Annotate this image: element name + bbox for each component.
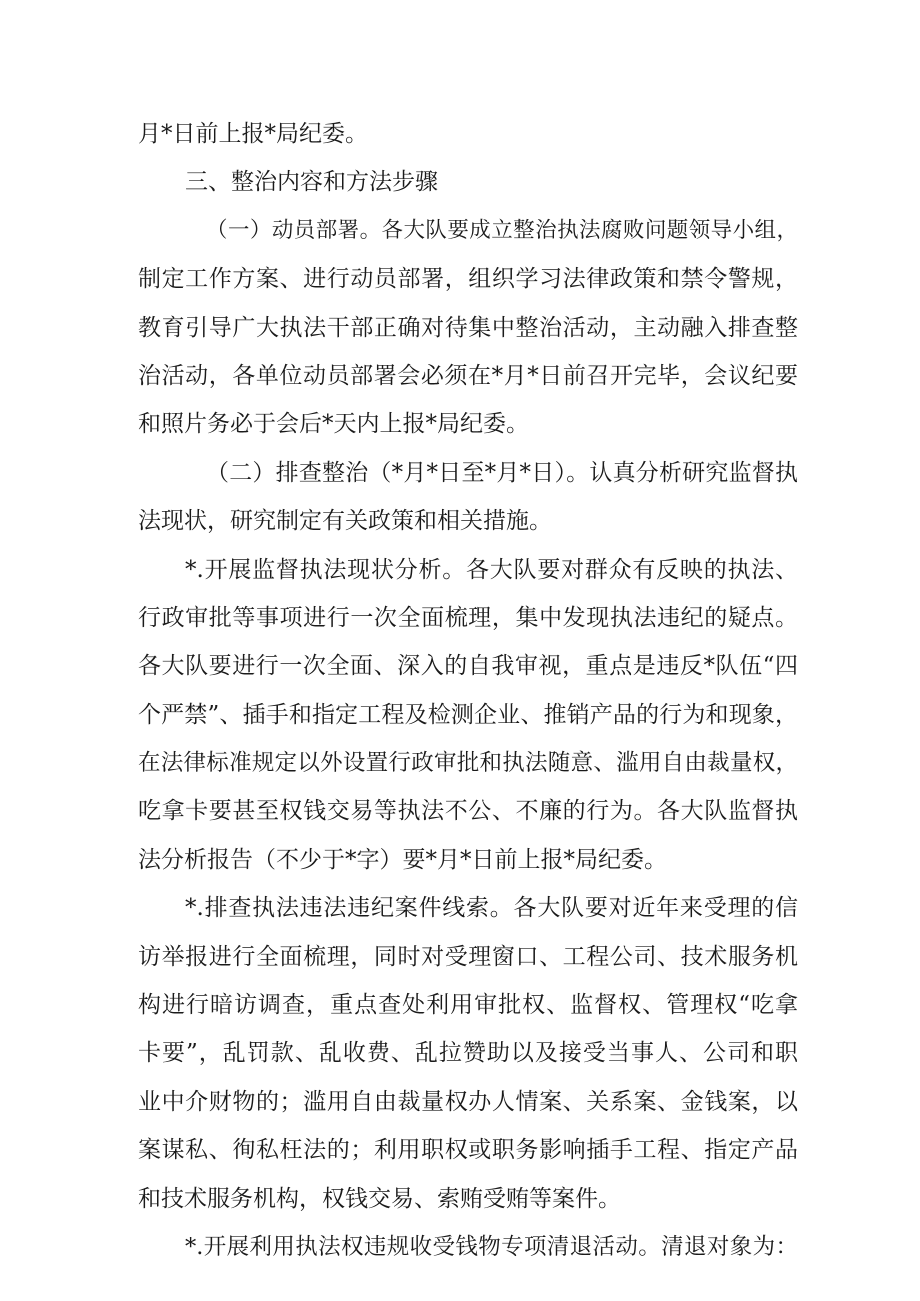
document-body: [138, 110, 798, 1271]
text-line: 各大队要进行一次全面、深入的自我审视，重点是违反*队伍“四: [138, 653, 798, 680]
text-line: 和照片务必于会后*天内上报*局纪委。: [138, 411, 529, 438]
text-line: （一）动员部署。各大队要成立整治执法腐败问题领导小组，: [206, 217, 798, 243]
text-line: 业中介财物的；滥用自由裁量权办人情案、关系案、金钱案，以: [138, 1088, 798, 1115]
text-line: 月*日前上报*局纪委。: [138, 121, 368, 147]
text-line: 治活动，各单位动员部署会必须在*月*日前召开完毕，会议纪要: [138, 362, 798, 389]
text-line: 访举报进行全面梳理，同时对受理窗口、工程公司、技术服务机: [138, 943, 798, 970]
text-line: *.开展监督执法现状分析。各大队要对群众有反映的执法、: [185, 556, 798, 583]
text-line: （二）排查整治（*月*日至*月*日）。认真分析研究监督执: [206, 459, 798, 486]
text-line: 法现状，研究制定有关政策和相关措施。: [138, 508, 552, 535]
text-line: 制定工作方案、进行动员部署，组织学习法律政策和禁令警规，: [138, 266, 798, 293]
text-line: *.开展利用执法权违规收受钱物专项清退活动。清退对象为：: [185, 1233, 798, 1260]
text-line: 教育引导广大执法干部正确对待集中整治活动，主动融入排查整: [138, 314, 798, 341]
text-line: 构进行暗访调查，重点查处利用审批权、监督权、管理权“吃拿: [138, 992, 798, 1019]
text-line: 案谋私、徇私枉法的；利用职权或职务影响插手工程、指定产品: [138, 1137, 798, 1164]
text-line: 卡要”，乱罚款、乱收费、乱拉赞助以及接受当事人、公司和职: [138, 1040, 798, 1067]
text-line: 吃拿卡要甚至权钱交易等执法不公、不廉的行为。各大队监督执: [138, 798, 798, 825]
section-heading: 三、整治内容和方法步骤: [185, 169, 438, 196]
text-line: 和技术服务机构，权钱交易、索贿受贿等案件。: [138, 1185, 621, 1212]
text-line: *.排查执法违法违纪案件线索。各大队要对近年来受理的信: [185, 895, 798, 922]
text-line: 法分析报告（不少于*字）要*月*日前上报*局纪委。: [138, 846, 667, 873]
text-line: 在法律标准规定以外设置行政审批和执法随意、滥用自由裁量权，: [138, 750, 798, 777]
text-line: 行政审批等事项进行一次全面梳理，集中发现执法违纪的疑点。: [138, 604, 798, 631]
text-line: 个严禁”、插手和指定工程及检测企业、推销产品的行为和现象，: [138, 701, 798, 728]
